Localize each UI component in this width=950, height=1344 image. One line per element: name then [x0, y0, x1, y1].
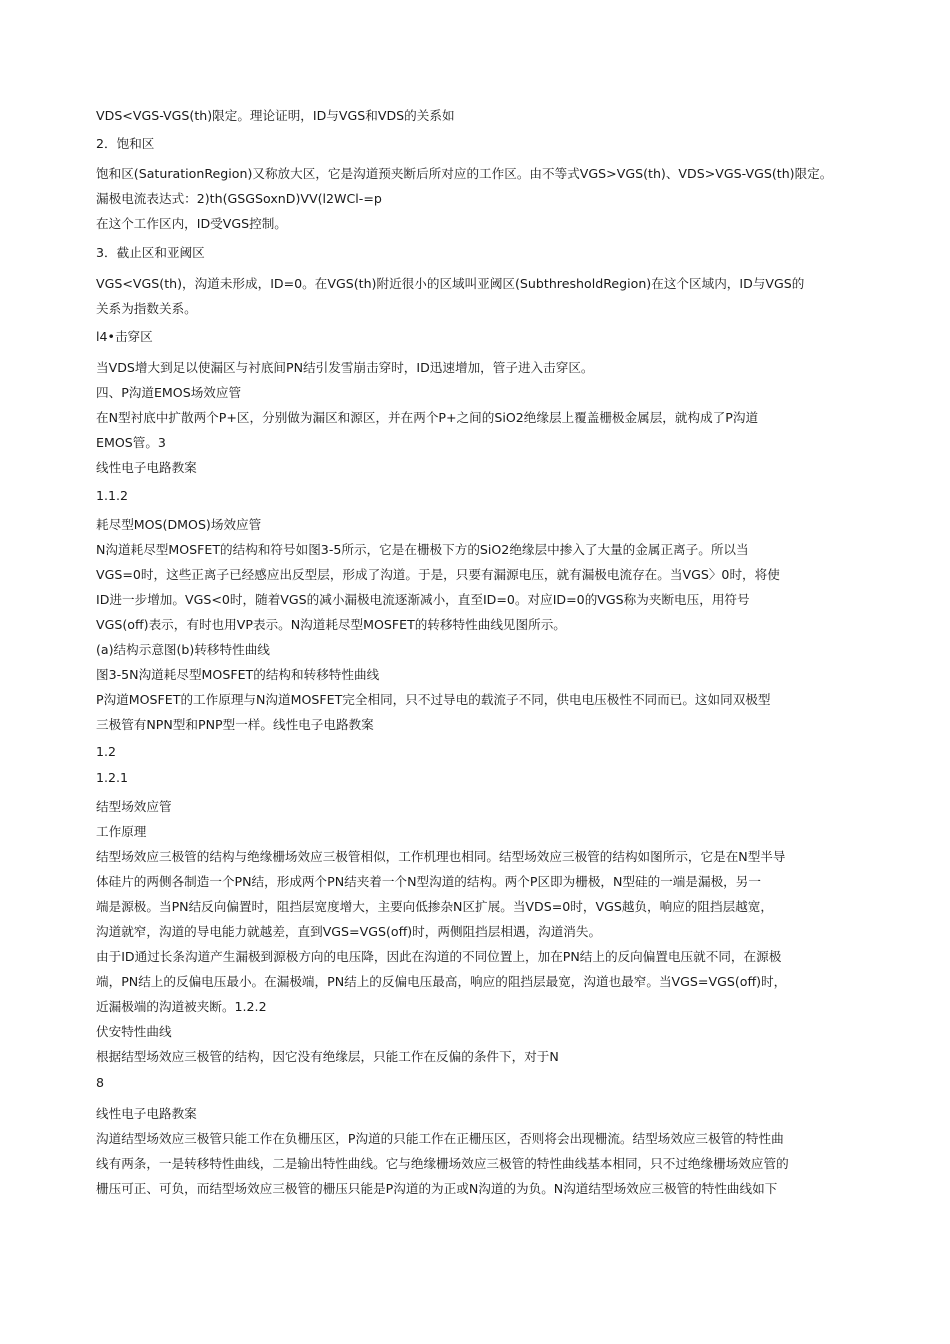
text-line: VGS(off)表示，有时也用VP表示。N沟道耗尽型MOSFET的转移特性曲线见图所示。 — [96, 617, 566, 632]
text-line: 线有两条，一是转移特性曲线，二是输出特性曲线。它与绝缘栅场效应三极管的特性曲线基本相同，只不过绝缘栅场效应管的 — [96, 1156, 789, 1171]
text-line: 端，PN结上的反偏电压最小。在漏极端，PN结上的反偏电压最高，响应的阻挡层最宽，沟道也最窄。当VGS=VGS(off)时， — [96, 974, 787, 989]
text-line: ID进一步增加。VGS<0时，随着VGS的减小漏极电流逐渐减小，直至ID=0。对应ID=0的VGS称为夹断电压，用符号 — [96, 592, 750, 607]
text-line: 饱和区(SaturationRegion)又称放大区，它是沟道预夹断后所对应的工作区。由不等式VGS>VGS(th)、VDS>VGS-VGS(th)限定。 — [96, 166, 833, 181]
figure-caption: (a)结构示意图(b)转移特性曲线 — [96, 642, 270, 657]
page-number: 8 — [96, 1075, 105, 1090]
section-heading: 耗尽型MOS(DMOS)场效应管 — [96, 517, 262, 532]
text-line: 由于ID通过长条沟道产生漏极到源极方向的电压降，因此在沟道的不同位置上，加在PN结上的反向偏置电压就不同，在源极 — [96, 949, 782, 964]
text-line: N沟道耗尽型MOSFET的结构和符号如图3-5所示，它是在栅极下方的SiO2绝缘层中掺入了大量的金属正离子。所以当 — [96, 542, 749, 557]
section-heading: 3．截止区和亚阈区 — [96, 245, 205, 260]
text-line: 当VDS增大到足以使漏区与衬底间PN结引发雪崩击穿时，ID迅速增加，管子进入击穿区。 — [96, 360, 594, 375]
text-line: VGS=0时，这些正离子已经感应出反型层，形成了沟道。于是，只要有漏源电压，就有漏极电流存在。当VGS〉0时，将使 — [96, 567, 780, 582]
section-heading: 2．饱和区 — [96, 136, 155, 151]
text-line: 关系为指数关系。 — [96, 301, 197, 316]
text-line: 沟道结型场效应三极管只能工作在负栅压区，P沟道的只能工作在正栅压区，否则将会出现栅流。结型场效应三极管的特性曲 — [96, 1131, 784, 1146]
text-line: P沟道MOSFET的工作原理与N沟道MOSFET完全相同，只不过导电的载流子不同，供电电压极性不同而已。这如同双极型 — [96, 692, 771, 707]
running-header: 线性电子电路教案 — [96, 460, 197, 475]
section-heading: 伏安特性曲线 — [96, 1024, 172, 1039]
text-line: 在N型衬底中扩散两个P+区，分别做为漏区和源区，并在两个P+之间的SiO2绝缘层上覆盖栅极金属层，就构成了P沟道 — [96, 410, 759, 425]
text-line: 体硅片的两侧各制造一个PN结，形成两个PN结夹着一个N型沟道的结构。两个P区即为栅极，N型硅的一端是漏极，另一 — [96, 874, 761, 889]
text-line: VDS<VGS-VGS(th)限定。理论证明，ID与VGS和VDS的关系如 — [96, 108, 455, 123]
text-line: VGS<VGS(th)，沟道未形成，ID=0。在VGS(th)附近很小的区域叫亚阈区(SubthresholdRegion)在这个区域内，ID与VGS的 — [96, 276, 805, 291]
text-line: 结型场效应三极管的结构与绝缘栅场效应三极管相似，工作机理也相同。结型场效应三极管的结构如图所示，它是在N型半导 — [96, 849, 786, 864]
text-line: 在这个工作区内，ID受VGS控制。 — [96, 216, 287, 231]
text-line: 根据结型场效应三极管的结构，因它没有绝缘层，只能工作在反偏的条件下，对于N — [96, 1049, 559, 1064]
figure-caption: 图3-5N沟道耗尽型MOSFET的结构和转移特性曲线 — [96, 667, 380, 682]
text-line: 栅压可正、可负，而结型场效应三极管的栅压只能是P沟道的为正或N沟道的为负。N沟道结型场效应三极管的特性曲线如下 — [96, 1181, 778, 1196]
text-line: 近漏极端的沟道被夹断。1.2.2 — [96, 999, 267, 1014]
section-heading: 结型场效应管 — [96, 799, 172, 814]
text-line: 三极管有NPN型和PNP型一样。线性电子电路教案 — [96, 717, 374, 732]
running-header: 线性电子电路教案 — [96, 1106, 197, 1121]
section-heading: 四、P沟道EMOS场效应管 — [96, 385, 242, 400]
section-number: 1.2 — [96, 744, 117, 759]
section-heading: l4•击穿区 — [96, 329, 153, 344]
text-line: 沟道就窄，沟道的导电能力就越差，直到VGS=VGS(off)时，两侧阻挡层相遇，沟道消失。 — [96, 924, 602, 939]
formula-line: 漏极电流表达式：2)th(GSGSoxnD)VV(l2WCl-=p — [96, 191, 382, 206]
text-line: 端是源极。当PN结反向偏置时，阻挡层宽度增大，主要向低掺杂N区扩展。当VDS=0时，VGS越负，响应的阻挡层越宽， — [96, 899, 773, 914]
section-number: 1.1.2 — [96, 488, 129, 503]
section-heading: 工作原理 — [96, 824, 147, 839]
text-line: EMOS管。3 — [96, 435, 166, 450]
section-number: 1.2.1 — [96, 770, 129, 785]
